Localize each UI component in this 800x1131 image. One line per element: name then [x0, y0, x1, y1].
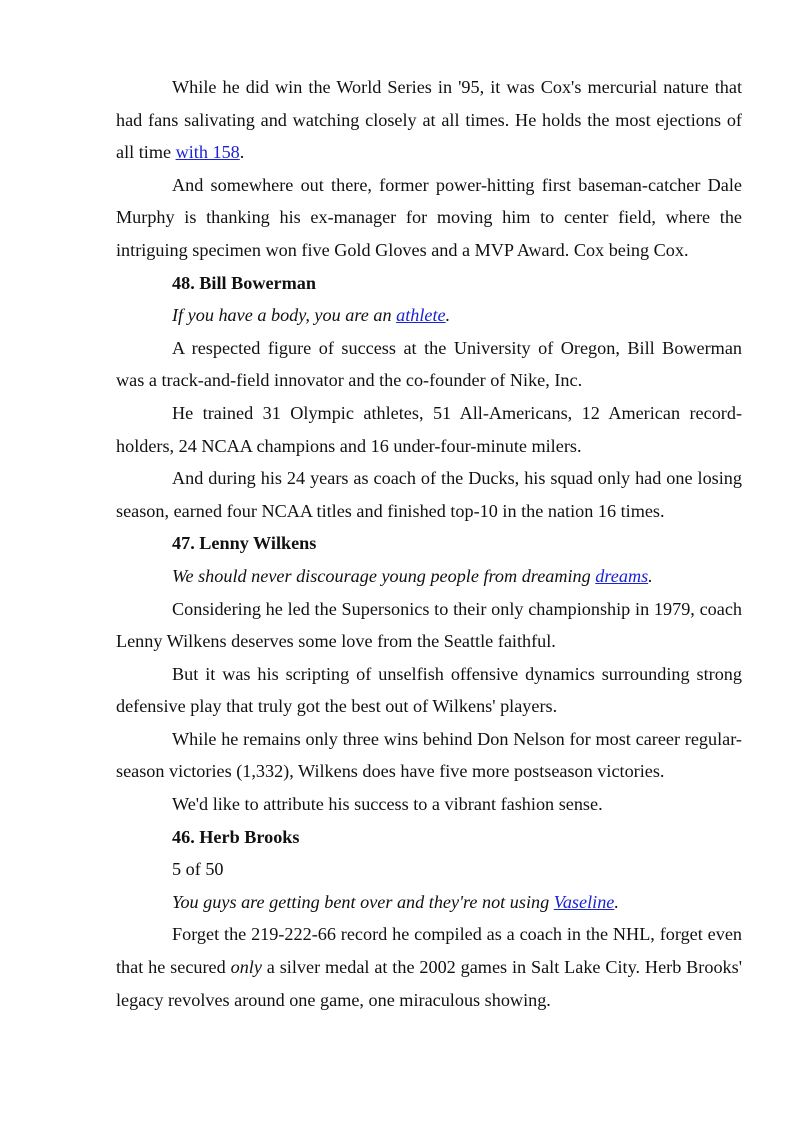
slide-counter: 5 of 50: [172, 859, 224, 880]
quote-wilkens: [116, 560, 742, 593]
emphasis-only: only: [230, 957, 262, 978]
paragraph-wilkens-offense: But it was his scripting of unselfish offensive dynamics surrounding strong defensive play that truly got the best out of Wilkens' players.: [116, 663, 742, 717]
document-body: [116, 71, 742, 1016]
quote-text: You guys are getting bent over and they're not using: [172, 891, 554, 912]
paragraph-dale-murphy: And somewhere out there, former power-hitting first baseman-catcher Dale Murphy is thanking his ex-manager for moving him to center field, where the intriguing specimen won five Gold Gloves and a MVP Award. Cox being Cox.: [116, 174, 742, 260]
paragraph-bowerman-athletes: He trained 31 Olympic athletes, 51 All-Americans, 12 American record-holders, 24 NCAA champions and 16 under-four-minute milers.: [116, 402, 742, 456]
quote-text: .: [614, 891, 619, 912]
paragraph-cox-ejections: [116, 71, 742, 169]
heading-bill-bowerman: 48. Bill Bowerman: [172, 272, 316, 293]
paragraph-text: Forget the 219-222-66 record he compiled as a coach in the NHL, forget even that he secured: [116, 924, 742, 978]
heading-herb-brooks: 46. Herb Brooks: [172, 826, 300, 847]
link-vaseline[interactable]: Vaseline: [553, 891, 615, 912]
quote-bowerman: [116, 299, 742, 332]
quote-text: If you have a body, you are an: [172, 305, 397, 326]
quote-text: .: [445, 305, 451, 326]
paragraph-wilkens-wins: While he remains only three wins behind Don Nelson for most career regular-season victories (1,332), Wilkens does have five more postseason victories.: [116, 728, 742, 782]
link-with-158[interactable]: with 158: [175, 142, 240, 163]
quote-text: We should never discourage young people from dreaming: [172, 565, 596, 586]
link-athlete[interactable]: athlete: [396, 305, 446, 326]
paragraph-text: While he did win the World Series in '95, it was Cox's mercurial nature that had fans salivating and watching closely at all times. He holds the most ejections of all time: [116, 77, 742, 163]
paragraph-text: .: [239, 142, 245, 163]
paragraph-bowerman-intro: A respected figure of success at the University of Oregon, Bill Bowerman was a track-and-field innovator and the co-founder of Nike, Inc.: [116, 337, 742, 391]
quote-brooks: [116, 886, 742, 919]
paragraph-text: a silver medal at the 2002 games in Salt Lake City. Herb Brooks' legacy revolves around one game, one miraculous showing.: [116, 957, 742, 1010]
paragraph-wilkens-championship: Considering he led the Supersonics to their only championship in 1979, coach Lenny Wilkens deserves some love from the Seattle faithful.: [116, 598, 742, 652]
heading-lenny-wilkens: 47. Lenny Wilkens: [172, 533, 317, 554]
link-dreams[interactable]: dreams: [595, 565, 649, 586]
quote-text: .: [648, 565, 653, 586]
paragraph-bowerman-ducks: And during his 24 years as coach of the Ducks, his squad only had one losing season, earned four NCAA titles and finished top-10 in the nation 16 times.: [116, 468, 742, 521]
paragraph-brooks-legacy: [116, 918, 742, 1016]
paragraph-wilkens-fashion: We'd like to attribute his success to a vibrant fashion sense.: [172, 794, 603, 815]
